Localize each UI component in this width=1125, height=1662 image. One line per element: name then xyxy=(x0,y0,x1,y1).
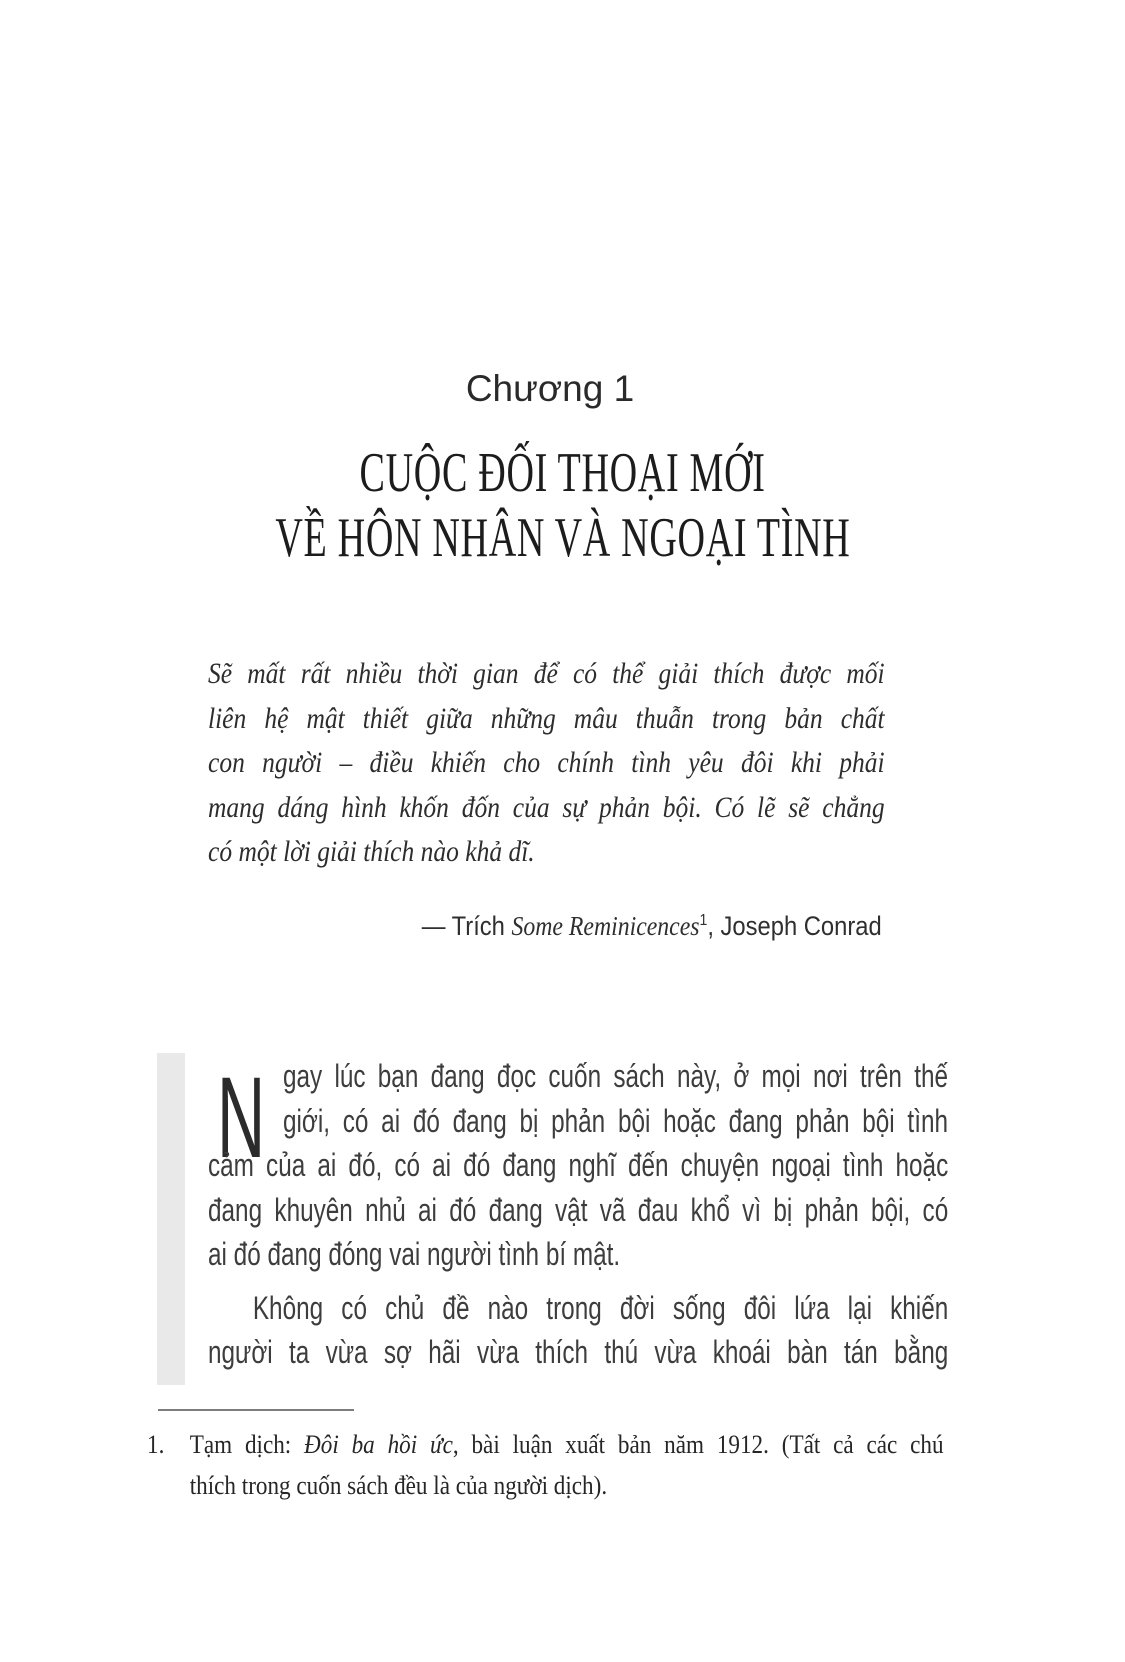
epigraph-line: có một lời giải thích nào khả dĩ. xyxy=(208,835,535,868)
body-line: giới, có ai đó đang bị phản bội hoặc đang phản bội tình xyxy=(283,1102,948,1139)
body-line: cảm của ai đó, có ai đó đang nghĩ đến chuyện ngoại tình hoặc xyxy=(208,1147,949,1183)
drop-cap: N xyxy=(217,1054,266,1182)
epigraph-line: Sẽ mất rất nhiều thời gian để có thể giải thích được mối xyxy=(208,657,885,690)
body-paragraph-1 xyxy=(208,1054,948,1277)
footnote-line-1 xyxy=(147,1424,944,1465)
epigraph-line: liên hệ mật thiết giữa những mâu thuẫn trong bản chất xyxy=(208,701,885,735)
attribution-prefix: — Trích xyxy=(422,911,512,941)
attribution-footnote-ref: 1 xyxy=(699,912,708,929)
footnote-number: 1. xyxy=(147,1430,165,1459)
chapter-title-line-1: CUỘC ĐỐI THOẠI MỚI xyxy=(359,442,767,504)
footnote-line-2: thích trong cuốn sách đều là của người dịch). xyxy=(189,1471,608,1500)
footnote-text: Tạm dịch: Đôi ba hồi ức, bài luận xuất bản năm 1912. (Tất cả các chú xyxy=(189,1430,944,1459)
body-line: gay lúc bạn đang đọc cuốn sách này, ở mọi nơi trên thế xyxy=(283,1058,948,1094)
body-text xyxy=(208,1054,948,1375)
body-line: người ta vừa sợ hãi vừa thích thú vừa khoái bàn tán bằng xyxy=(208,1334,949,1370)
epigraph-attribution xyxy=(208,906,882,946)
epigraph-quote xyxy=(208,652,885,875)
footnote xyxy=(147,1424,944,1506)
margin-accent-bar xyxy=(157,1053,185,1385)
body-paragraph-2 xyxy=(208,1286,948,1375)
attribution-work-title: Some Reminicences xyxy=(511,911,700,941)
chapter-title xyxy=(13,441,1113,571)
epigraph-line: con người – điều khiến cho chính tình yêu đôi khi phải xyxy=(208,746,885,779)
body-line: ai đó đang đóng vai người tình bí mật. xyxy=(208,1236,621,1272)
body-line: Không có chủ đề nào trong đời sống đôi lứa lại khiến xyxy=(252,1289,949,1326)
footnote-divider xyxy=(158,1409,354,1411)
chapter-label: Chương 1 xyxy=(465,368,635,409)
chapter-title-line-2: VỀ HÔN NHÂN VÀ NGOẠI TÌNH xyxy=(275,507,851,569)
body-line: đang khuyên nhủ ai đó đang vật vã đau khổ vì bị phản bội, có xyxy=(208,1191,949,1228)
epigraph-line: mang dáng hình khốn đốn của sự phản bội. Có lẽ sẽ chẳng xyxy=(208,790,885,824)
attribution-suffix: , Joseph Conrad xyxy=(707,911,882,941)
